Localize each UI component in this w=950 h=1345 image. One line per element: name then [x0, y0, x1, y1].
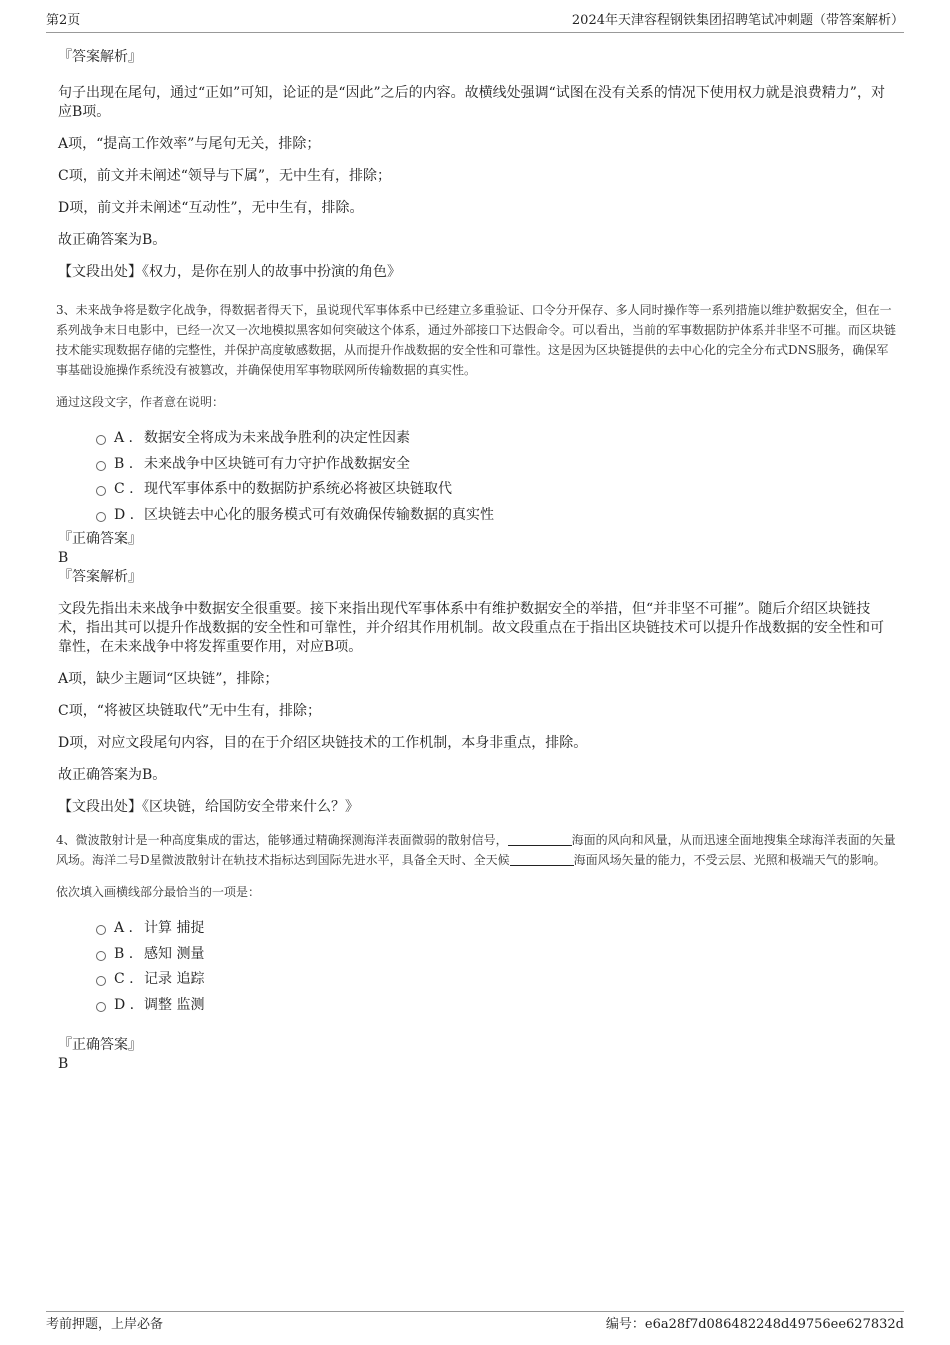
document-serial [606, 1314, 904, 1336]
source-citation: 【文段出处】《区块链，给国防安全带来什么？》 [58, 799, 359, 815]
radio-icon[interactable] [96, 486, 106, 496]
option-text: 记录 追踪 [144, 971, 205, 987]
analysis-label: 『答案解析』 [58, 49, 142, 65]
option-letter: D . [114, 506, 135, 523]
question-text: 3、未来战争将是数字化战争，得数据者得天下，虽说现代军事体系中已经建立多重验证、口令分开保存、多人同时操作等一系列措施以维护数据安全，但在一系列战争末日电影中，已经一次又一次地模拟黑客如何突破这个体系，通过外部接口下达假命令。可以看出，当前的军事数据防护体系并非坚不可摧。而区块链技术能实现数据存储的完整性，并保护高度敏感数据，从而提升作战数据的安全性和可靠性。这是因为区块链提供的去中心化的完全分布式DNS服务，确保军事基础设施操作系统没有被篡改，并确保使用军事物联网所传输数据的真实性。 [56, 303, 897, 377]
option-c[interactable] [56, 477, 896, 503]
answer-conclusion: 故正确答案为B。 [58, 767, 167, 783]
analysis-label: 『答案解析』 [58, 569, 142, 585]
option-a[interactable] [56, 916, 896, 942]
question-text [56, 830, 896, 870]
page-footer [46, 1311, 904, 1334]
correct-answer: B [58, 550, 69, 566]
serial-value: e6a28f7d086482248d49756ee627832d [644, 1317, 904, 1332]
option-letter: C . [114, 481, 134, 497]
analysis-note: A项，缺少主题词“区块链”，排除； [58, 671, 279, 687]
option-text: 计算 捕捉 [144, 920, 205, 936]
footer-slogan: 考前押题，上岸必备 [46, 1317, 164, 1332]
option-letter: C . [114, 971, 134, 987]
option-list [56, 426, 896, 528]
fill-blank [508, 831, 572, 846]
fill-blank [510, 851, 574, 866]
option-letter: D . [114, 996, 135, 1013]
option-text: 现代军事体系中的数据防护系统必将被区块链取代 [144, 481, 452, 497]
option-text: 数据安全将成为未来战争胜利的决定性因素 [144, 430, 410, 446]
analysis-note: D项，对应文段尾句内容，目的在于介绍区块链技术的工作机制，本身非重点，排除。 [58, 735, 588, 751]
option-d[interactable] [56, 503, 896, 529]
correct-answer: B [58, 1056, 69, 1072]
analysis-note: C项，前文并未阐述“领导与下属”，无中生有，排除； [58, 168, 392, 184]
document-title: 2024年天津容程钢铁集团招聘笔试冲刺题（带答案解析） [571, 13, 904, 28]
option-text: 调整 监测 [144, 996, 205, 1013]
option-letter: A . [114, 430, 134, 446]
option-b[interactable] [56, 942, 896, 968]
analysis-note: C项，“将被区块链取代”无中生有，排除； [58, 703, 322, 719]
question-text-part: 海面的风向和风量，从而迅速全面地搜集全球海洋表面的矢量风场。海洋二号D星微波散射计在轨技术指标达到国际先进水平，具备全天时、全天候 [56, 833, 896, 867]
option-text: 感知 测量 [144, 945, 205, 962]
option-text: 区块链去中心化的服务模式可有效确保传输数据的真实性 [144, 506, 494, 523]
option-c[interactable] [56, 967, 896, 993]
question-text-part: 海面风场矢量的能力，不受云层、光照和极端天气的影响。 [573, 853, 886, 867]
radio-icon[interactable] [96, 951, 106, 961]
analysis-text: 文段先指出未来战争中数据安全很重要。接下来指出现代军事体系中有维护数据安全的举措，但“并非坚不可摧”。随后介绍区块链技术，指出其可以提升作战数据的安全性和可靠性，并介绍其作用机制。故文段重点在于指出区块链技术可以提升作战数据的安全性和可靠性，在未来战争中将发挥重要作用，对应B项。 [58, 601, 884, 655]
question-text-part: 4、微波散射计是一种高度集成的雷达，能够通过精确探测海洋表面微弱的散射信号， [56, 833, 508, 847]
radio-icon[interactable] [96, 435, 106, 445]
serial-label: 编号： [605, 1317, 645, 1332]
radio-icon[interactable] [96, 512, 106, 522]
radio-icon[interactable] [96, 925, 106, 935]
source-citation: 【文段出处】《权力，是你在别人的故事中扮演的角色》 [58, 264, 401, 280]
question-prompt: 通过这段文字，作者意在说明： [56, 395, 225, 409]
radio-icon[interactable] [96, 461, 106, 471]
option-letter: B . [114, 945, 134, 962]
analysis-text: 句子出现在尾句，通过“正如”可知，论证的是“因此”之后的内容。故横线处强调“试图在没有关系的情况下使用权力就是浪费精力”，对应B项。 [58, 85, 885, 120]
page-content [56, 44, 896, 1074]
question-prompt: 依次填入画横线部分最恰当的一项是： [56, 885, 261, 899]
option-b[interactable] [56, 452, 896, 478]
page-header [46, 10, 904, 33]
analysis-note: A项，“提高工作效率”与尾句无关，排除； [58, 136, 321, 152]
option-list [56, 916, 896, 1018]
correct-answer-label: 『正确答案』 [58, 531, 142, 547]
analysis-note: D项，前文并未阐述“互动性”，无中生有，排除。 [58, 200, 364, 216]
option-a[interactable] [56, 426, 896, 452]
radio-icon[interactable] [96, 976, 106, 986]
option-letter: A . [114, 920, 134, 936]
correct-answer-label: 『正确答案』 [58, 1037, 142, 1053]
answer-conclusion: 故正确答案为B。 [58, 232, 167, 248]
option-d[interactable] [56, 993, 896, 1019]
radio-icon[interactable] [96, 1002, 106, 1012]
option-letter: B . [114, 455, 134, 472]
option-text: 未来战争中区块链可有力守护作战数据安全 [144, 455, 410, 472]
page-number: 第2页 [46, 13, 81, 28]
